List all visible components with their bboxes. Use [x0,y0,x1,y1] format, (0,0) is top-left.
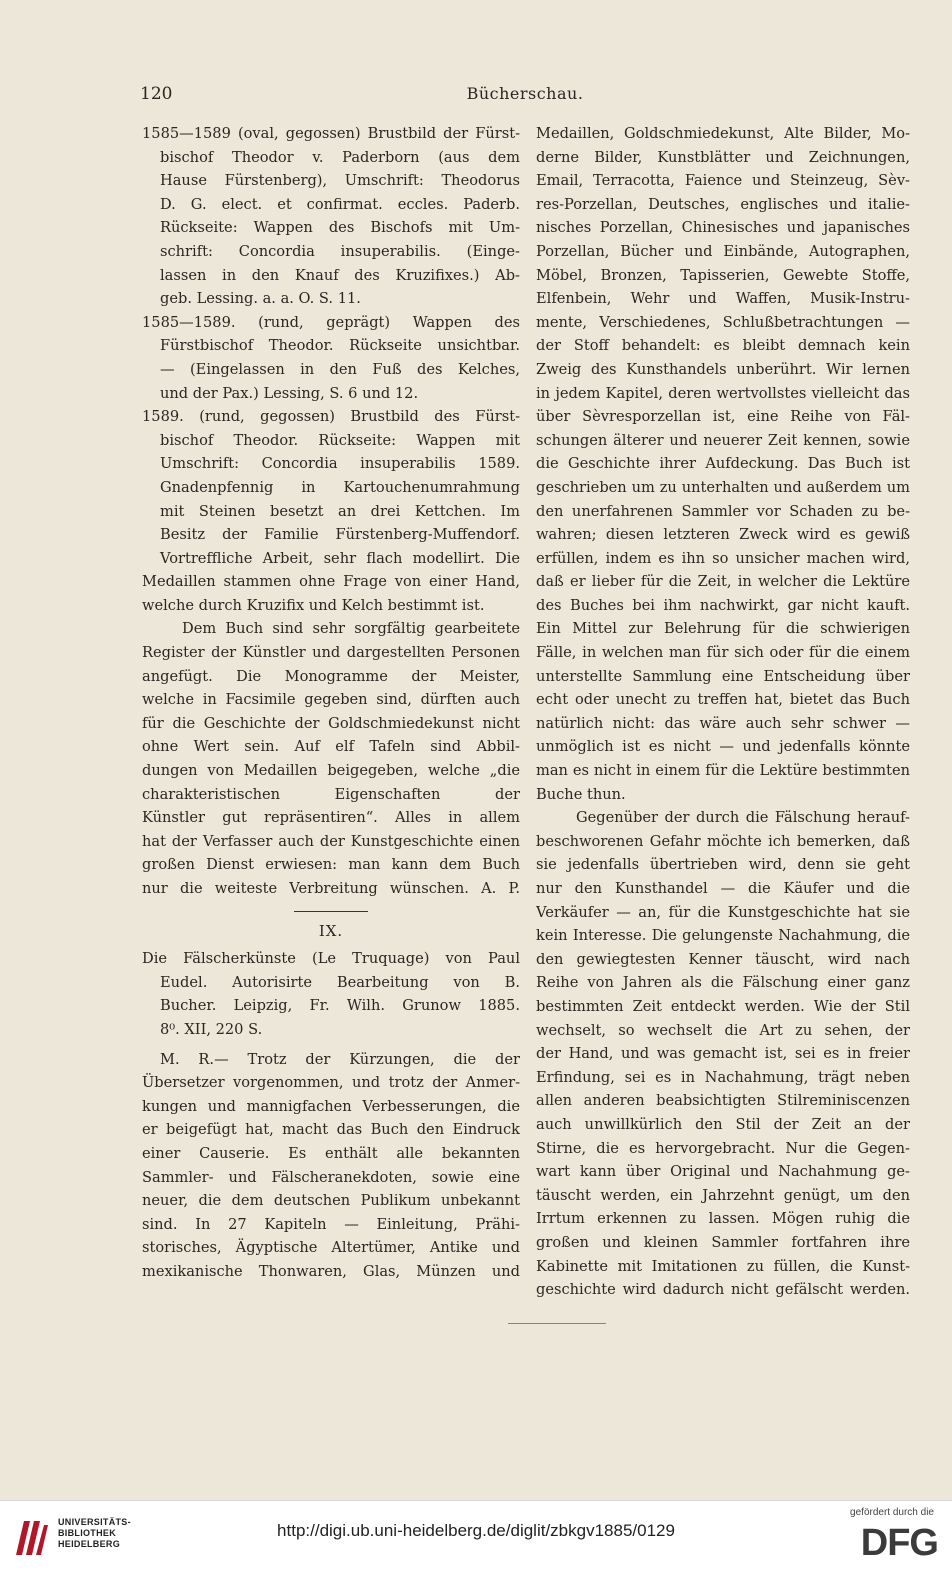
text-line: Ein Mittel zur Belehrung für die schwierigen [536,620,910,638]
text-line: ohne Wert sein. Auf elf Tafeln sind Abbil- [142,738,520,756]
text-line: Die Fälscherkünste (Le Truquage) von Paul [142,950,520,968]
section-divider [294,911,368,912]
text-line: Buche thun. [536,785,626,803]
text-line: nur die weiteste Verbreitung wünschen. A. P. [142,880,520,897]
text-line: D. G. elect. et confirmat. eccles. Paderb. [160,195,520,213]
text-line: großen und kleinen Sammler fortfahren ihre [536,1233,910,1251]
text-line: Fürstbischof Theodor. Rückseite unsichtbar. [160,337,520,355]
text-line: wart kann über Original und Nachahmung ge- [536,1163,910,1181]
text-line: sind. In 27 Kapiteln — Einleitung, Prähi- [142,1215,520,1233]
text-line: Reihe von Jahren als die Fälschung einer ganz [536,974,910,992]
text-line: unmöglich ist es nicht — und jedenfalls könnte [536,738,910,756]
text-line: für die Geschichte der Goldschmiedekunst nicht [142,714,520,732]
text-line: welche in Facsimile gegeben sind, dürften auch [142,691,520,709]
text-line: Vortreffliche Arbeit, sehr flach modellirt. Die [160,549,520,567]
text-line: Umschrift: Concordia insuperabilis 1589. [160,455,520,473]
text-line: Übersetzer vorgenommen, und trotz der Anmer- [142,1074,520,1092]
text-line: unterstellte Sammlung eine Entscheidung über [536,667,910,685]
section-number: IX. [318,921,344,940]
text-line: kungen und mannigfachen Verbesserungen, die [142,1097,520,1115]
text-line: schrift: Concordia insuperabilis. (Einge- [160,242,520,260]
left-column [142,122,520,1284]
text-line: Elfenbein, Wehr und Waffen, Musik-Instru- [536,290,910,308]
text-line: Erfindung, sei es in Nachahmung, trägt neben [536,1068,910,1086]
text-line: Eudel. Autorisirte Bearbeitung von B. [160,973,520,991]
text-line: Fälle, in welchen man für sich oder für die einem [536,644,910,662]
left-column-text [142,122,520,901]
text-line: erfüllen, indem es ihn so unsicher machen wird, [536,549,910,567]
text-line: Hause Fürstenberg), Umschrift: Theodorus [160,172,520,190]
text-line: hat der Verfasser auch der Kunstgeschichte einen [142,832,520,850]
text-line: Medaillen, Goldschmiedekunst, Alte Bilder, Mo- [536,125,910,142]
footer-bar [0,1500,952,1572]
text-line: des Buches bei ihm nachwirkt, gar nicht kauft. [536,596,910,614]
text-line: Gnadenpfennig in Kartouchenumrahmung [160,478,520,496]
text-line: mit Steinen besetzt an drei Kettchen. Im [160,502,520,520]
text-line: res-Porzellan, Deutsches, englisches und italie- [536,195,910,213]
text-line: welche durch Kruzifix und Kelch bestimmt ist. [142,596,485,614]
text-line: großen Dienst erwiesen: man kann dem Buch [142,856,520,874]
text-line: nisches Porzellan, Chinesisches und japanisches [536,219,910,237]
text-line: Medaillen stammen ohne Frage von einer Hand, [142,573,520,591]
text-line: — (Eingelassen in den Fuß des Kelches, [160,360,520,378]
text-line: 1589. (rund, gegossen) Brustbild des Fürst- [142,408,520,426]
running-title: Bücherschau. [466,84,584,103]
text-line: echt oder unecht zu treffen hat, bietet das Buch [536,691,910,709]
text-line: sie jedenfalls übertrieben wird, denn sie geht [536,856,910,874]
text-line: Bucher. Leipzig, Fr. Wilh. Grunow 1885. [160,997,520,1015]
text-line: M. R.— Trotz der Kürzungen, die der [160,1050,520,1068]
dfg-logo: DFG [860,1522,938,1564]
text-line: Register der Künstler und dargestellten Personen [142,644,520,662]
text-line: mente, Verschiedenes, Schlußbetrachtungen — [536,313,910,331]
page-header [140,84,910,108]
text-line: geschrieben um zu unterhalten und außerdem um [536,478,910,496]
text-line: bestimmten Zeit entdeckt werden. Wie der Stil [536,997,910,1015]
text-line: dungen von Medaillen beigegeben, welche „die [142,762,520,780]
book-citation [142,947,520,1041]
text-line: allen anderen beabsichtigten Stilreminiscenzen [536,1092,910,1110]
institution-line-1: UNIVERSITÄTS- [58,1517,131,1527]
text-line: Email, Terracotta, Faience und Steinzeug, Sèv- [536,172,910,190]
text-line: Rückseite: Wappen des Bischofs mit Um- [160,219,520,237]
text-line: einer Causerie. Es enthält alle bekannten [142,1144,520,1162]
text-line: den unerfahrenen Sammler vor Schaden zu be- [536,502,910,520]
text-line: kein Interesse. Die gelungenste Nachahmung, die [536,927,910,945]
right-column-text [536,122,910,1302]
text-line: angefügt. Die Monogramme der Meister, [142,667,520,685]
text-line: geb. Lessing. a. a. O. S. 11. [160,290,361,308]
text-line: auch unwillkürlich den Stil der Zeit an der [536,1115,910,1133]
text-line: neuer, die dem deutschen Publikum unbekannt [142,1192,520,1210]
text-line: lassen in den Knauf des Kruzifixes.) Ab- [160,266,520,284]
text-line: mexikanische Thonwaren, Glas, Münzen und [142,1262,520,1280]
text-line: den gewiegtesten Kenner täuscht, wird nach [536,950,910,968]
text-line: beschworenen Gefahr möchte ich bemerken, daß [536,832,910,850]
text-line: Künstler gut repräsentiren“. Alles in allem [142,809,520,827]
review-text [142,1048,520,1284]
text-line: bischof Theodor v. Paderborn (aus dem [160,148,520,166]
text-line: der Stoff behandelt: es bleibt demnach kein [536,337,910,355]
text-line: wechselt, so wechselt die Art zu sehen, der [536,1021,910,1039]
text-line: geschichte wird dadurch nicht gefälscht werden. [536,1281,910,1299]
text-line: man es nicht in einem für die Lektüre bestimmten [536,762,910,780]
end-rule [508,1323,606,1324]
text-line: storisches, Ägyptische Altertümer, Antike und [142,1239,520,1257]
text-line: und der Pax.) Lessing, S. 6 und 12. [160,384,419,402]
text-line: Zweig des Kunsthandels unberührt. Wir lernen [536,360,910,378]
permalink-url[interactable]: http://digi.ub.uni-heidelberg.de/diglit/zbkgv1885/0129 [277,1521,675,1540]
text-line: charakteristischen Eigenschaften der [142,785,520,803]
text-line: wahren; diesen letzteren Zweck wird es gewiß [536,526,910,544]
text-line: Möbel, Bronzen, Tapisserien, Gewebte Stoffe, [536,266,910,284]
text-line: Dem Buch sind sehr sorgfältig gearbeitete [182,620,520,638]
text-line: täuscht werden, ein Jahrzehnt genügt, um den [536,1186,910,1204]
text-line: 8⁰. XII, 220 S. [160,1020,263,1038]
text-line: Irrtum erkennen zu lassen. Mögen ruhig die [536,1210,910,1228]
text-line: derne Bilder, Kunstblätter und Zeichnungen, [536,148,910,166]
text-line: Sammler- und Fälscheranekdoten, sowie eine [142,1168,520,1186]
text-line: schungen älterer und neuerer Zeit kennen, sowie [536,431,910,449]
text-line: die Geschichte ihrer Aufdeckung. Das Buch ist [536,455,910,473]
text-line: Kabinette mit Imitationen zu füllen, die Kunst- [536,1257,910,1275]
text-line: bischof Theodor. Rückseite: Wappen mit [160,431,520,449]
text-line: 1585—1589 (oval, gegossen) Brustbild der Fürst- [142,125,520,142]
text-line: natürlich nicht: das wäre auch sehr schwer — [536,714,910,732]
text-line: über Sèvresporzellan ist, eine Reihe von Fäl- [536,408,910,426]
text-line: Porzellan, Bücher und Einbände, Autographen, [536,242,910,260]
text-line: Stirne, die es hervorgebracht. Nur die Gegen- [536,1139,910,1157]
text-line: Gegenüber der durch die Fälschung herauf- [576,809,910,827]
funded-by-label: gefördert durch die [850,1507,934,1518]
text-line: der Hand, und was gemacht ist, sei es in freier [536,1045,910,1063]
text-line: 1585—1589. (rund, geprägt) Wappen des [142,313,520,331]
institution-line-2: BIBLIOTHEK [58,1528,116,1538]
institution-line-3: HEIDELBERG [58,1539,121,1549]
right-column [536,122,910,1302]
text-line: daß er lieber für die Zeit, in welcher die Lektüre [536,573,910,591]
page-number: 120 [140,84,173,104]
text-line: Verkäufer — an, für die Kunstgeschichte hat sie [536,903,910,921]
text-line: er beigefügt hat, macht das Buch den Eindruck [142,1121,520,1139]
text-line: nur den Kunsthandel — die Käufer und die [536,880,910,897]
text-line: in jedem Kapitel, deren wertvollstes vielleicht das [536,384,910,402]
text-line: Besitz der Familie Fürstenberg-Muffendorf. [160,526,520,544]
